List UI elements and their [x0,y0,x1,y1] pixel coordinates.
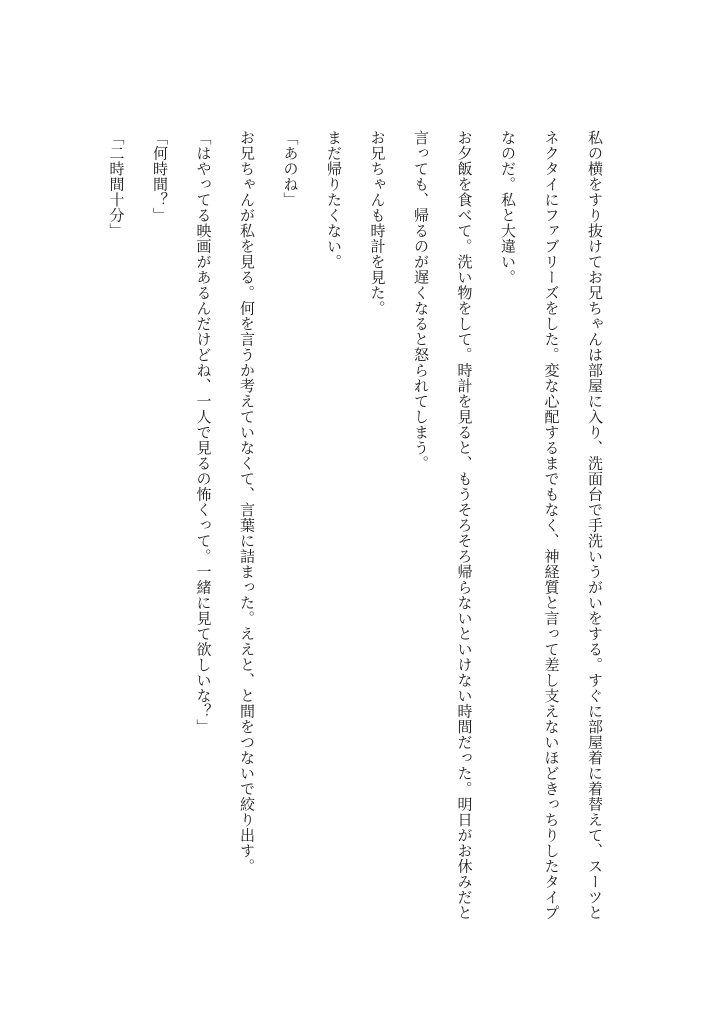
paragraph-5: 「あのね」 [281,130,300,208]
paragraph-4: まだ帰りたくない。 [325,130,343,270]
paragraph-9: 「二時間十分」 [107,130,126,239]
paragraph-8: 「何時間？」 [151,130,169,223]
vertical-text-body [94,130,616,930]
paragraph-7: 「はやってる映画があるんだけどね、一人で見るの怖くって。一緒に見て欲しいな？」 [194,130,213,735]
paragraph-2: お夕飯を食べて。洗い物をして。時計を見ると、もうそろそろ帰らないといけない時間だった。明日がお休みだと言っても、帰るのが遅くなると怒られてしまう。 [412,130,474,921]
paragraph-3: お兄ちゃんも時計を見た。 [368,130,387,316]
paragraph-6: お兄ちゃんが私を見る。何を言うか考えていなくて、言葉に詰まった。ええと、と間をつないで絞り出す。 [238,130,256,874]
paragraph-1: 私の横をすり抜けてお兄ちゃんは部屋に入り、洗面台で手洗いうがいをする。すぐに部屋着に着替えて、スーツとネクタイにファブリーズをした。変な心配するまでもなく、神経質と言って差し支えないほどきっちりしたタイプなのだ。私と大違い。 [499,130,604,921]
